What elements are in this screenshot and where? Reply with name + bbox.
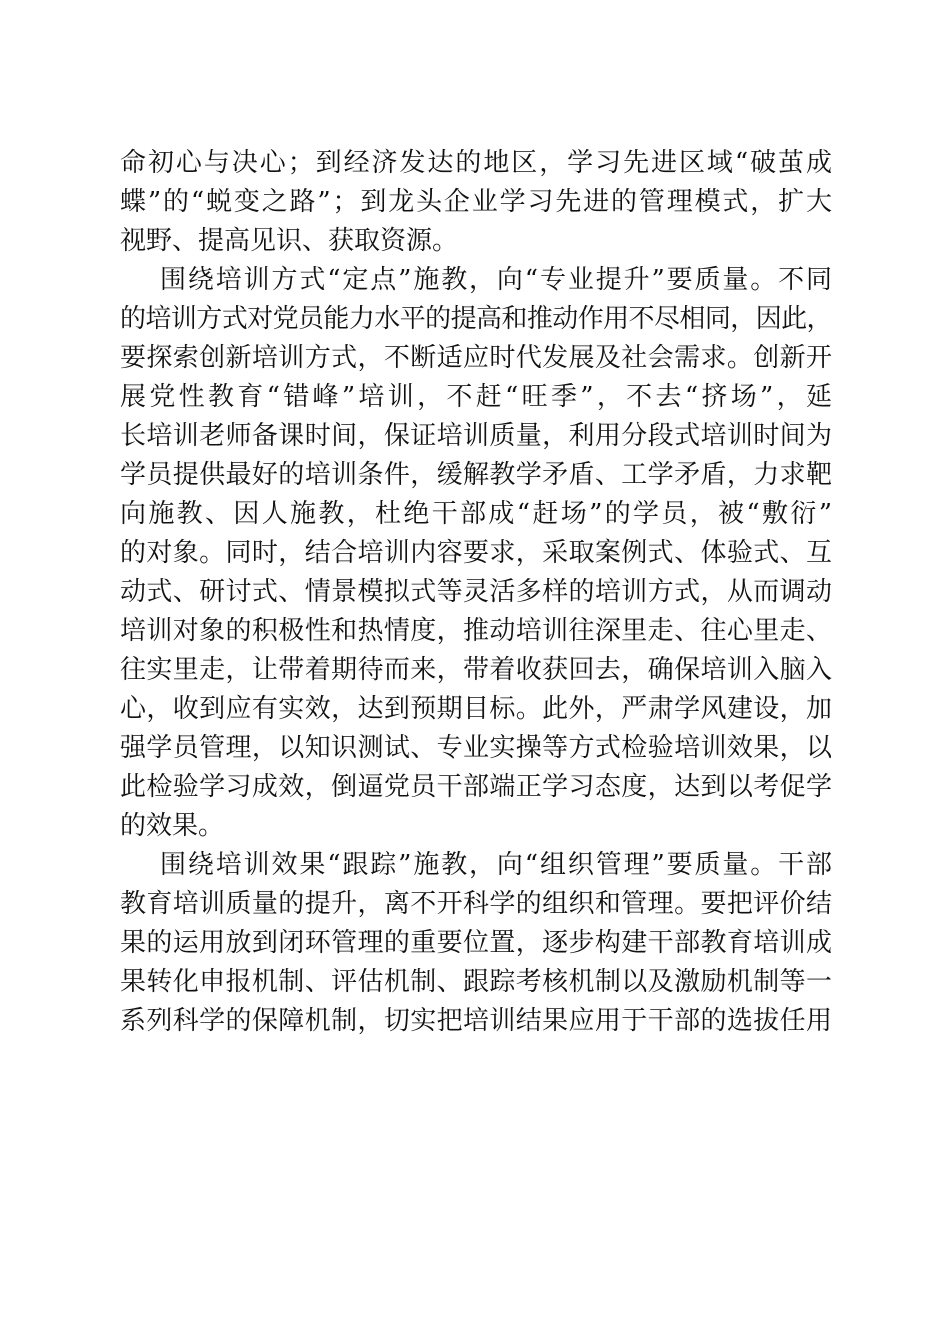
line-text: 长培训老师备课时间，保证培训质量，利用分段式培训时间为 — [120, 421, 833, 451]
text-line — [120, 144, 832, 183]
line-text: 果的运用放到闭环管理的重要位置，逐步构建干部教育培训成 — [120, 928, 833, 958]
text-line — [120, 1002, 832, 1041]
paragraph-first-line — [120, 261, 832, 300]
line-text: 围绕培训方式“定点”施教，向“专业提升”要质量。不同 — [160, 265, 834, 295]
line-text: 学员提供最好的培训条件，缓解教学矛盾、工学矛盾，力求靶 — [120, 460, 833, 490]
line-text: 蝶”的“蜕变之路”；到龙头企业学习先进的管理模式，扩大 — [120, 187, 834, 217]
line-text: 培训对象的积极性和热情度，推动培训往深里走、往心里走、 — [120, 616, 833, 646]
text-line — [120, 417, 832, 456]
line-text: 强学员管理，以知识测试、专业实操等方式检验培训效果，以 — [120, 733, 833, 763]
line-text: 围绕培训效果“跟踪”施教，向“组织管理”要质量。干部 — [160, 850, 834, 880]
line-text: 的对象。同时，结合培训内容要求，采取案例式、体验式、互 — [120, 538, 833, 568]
text-line — [120, 729, 832, 768]
line-text: 要探索创新培训方式，不断适应时代发展及社会需求。创新开 — [120, 343, 833, 373]
line-text: 动式、研讨式、情景模拟式等灵活多样的培训方式，从而调动 — [120, 577, 833, 607]
text-line — [120, 612, 832, 651]
line-text: 教育培训质量的提升，离不开科学的组织和管理。要把评价结 — [120, 889, 833, 919]
line-text: 视野、提高见识、获取资源。 — [120, 226, 459, 256]
line-text: 向施教、因人施教，杜绝干部成“赶场”的学员，被“敷衍” — [120, 499, 835, 529]
line-text: 的培训方式对党员能力水平的提高和推动作用不尽相同，因此， — [120, 304, 832, 334]
body-text — [120, 144, 836, 1041]
line-text: 展党性教育“错峰”培训，不赶“旺季”，不去“挤场”，延 — [120, 382, 836, 412]
line-text: 的效果。 — [120, 811, 225, 841]
text-line — [120, 690, 832, 729]
text-line — [120, 378, 836, 417]
text-line — [120, 534, 832, 573]
text-line — [120, 495, 835, 534]
line-text: 心，收到应有实效，达到预期目标。此外，严肃学风建设，加 — [120, 694, 833, 724]
text-line — [120, 885, 832, 924]
text-line — [120, 807, 832, 846]
line-text: 此检验学习成效，倒逼党员干部端正学习态度，达到以考促学 — [120, 772, 833, 802]
text-line — [120, 768, 832, 807]
line-text: 果转化申报机制、评估机制、跟踪考核机制以及激励机制等一 — [120, 967, 833, 997]
text-line — [120, 339, 832, 378]
text-line — [120, 924, 832, 963]
line-text: 系列科学的保障机制，切实把培训结果应用于干部的选拔任用 — [120, 1006, 833, 1036]
text-line — [120, 300, 832, 339]
line-text: 命初心与决心；到经济发达的地区，学习先进区域“破茧成 — [120, 148, 834, 178]
text-line — [120, 963, 832, 1002]
text-line — [120, 183, 832, 222]
text-line — [120, 573, 832, 612]
text-line — [120, 222, 832, 261]
text-line — [120, 456, 832, 495]
paragraph-first-line — [120, 846, 832, 885]
text-line — [120, 651, 832, 690]
line-text: 往实里走，让带着期待而来，带着收获回去，确保培训入脑入 — [120, 655, 833, 685]
